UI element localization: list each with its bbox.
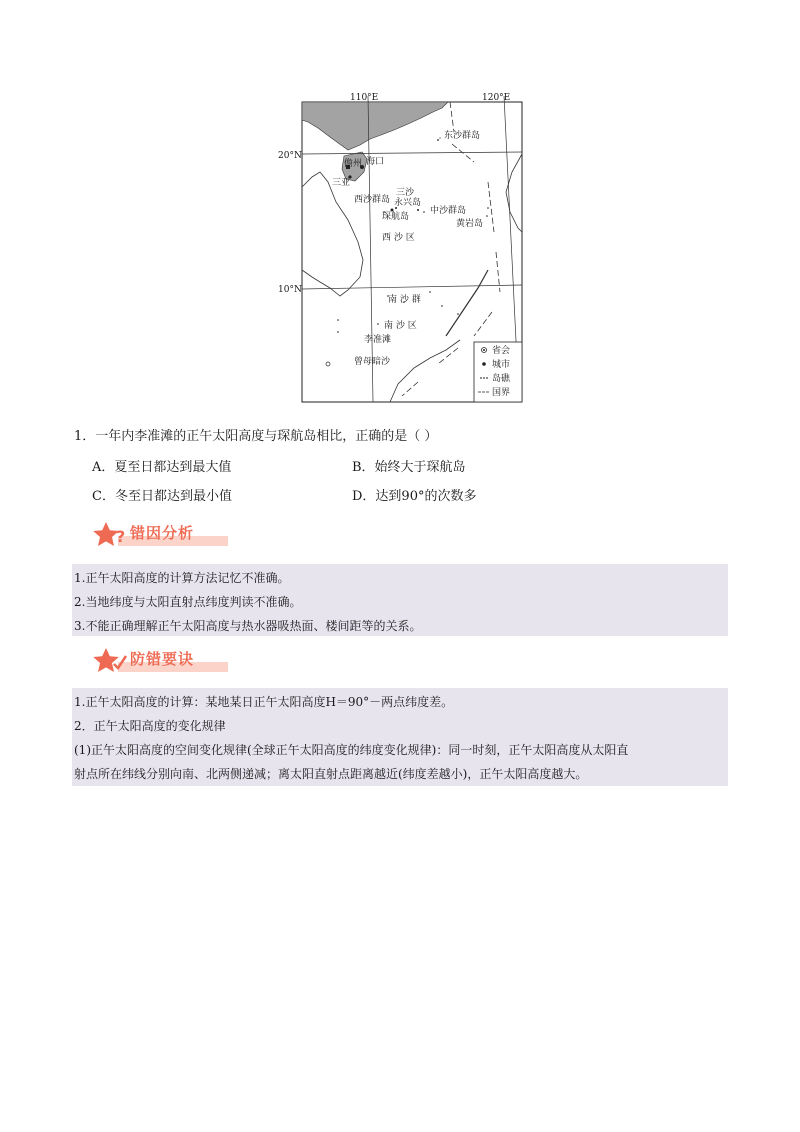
label-sanya: 三亚 [332, 178, 351, 188]
error-line-1: 1.正午太阳高度的计算方法记忆不准确。 [74, 571, 290, 585]
option-c: C．冬至日都达到最小值 [92, 489, 232, 504]
lat-label-10: 10°N [278, 285, 302, 295]
svg-text:岛礁: 岛礁 [492, 374, 511, 384]
option-b: B．始终大于琛航岛 [352, 460, 466, 475]
svg-text:省会: 省会 [492, 346, 511, 356]
tip-line-4: 射点所在纬线分别向南、北两侧递减；离太阳直射点距离越近(纬度差越小)，正午太阳高度越大。 [74, 767, 588, 781]
tips-box [72, 688, 728, 786]
section-tips-title: 防错要诀 [130, 650, 195, 668]
south-china-sea-map [278, 92, 528, 406]
svg-text:城市: 城市 [492, 360, 511, 370]
label-lizhuntan: 李准滩 [364, 335, 392, 345]
label-sansha: 三沙 [396, 188, 415, 198]
section-error-analysis-header [92, 520, 242, 550]
svg-text:?: ? [116, 527, 126, 546]
question-stem: 1．一年内李准滩的正午太阳高度与琛航岛相比，正确的是（ ） [74, 429, 438, 444]
section-error-analysis-title: 错因分析 [130, 524, 195, 542]
map-legend [474, 342, 522, 402]
label-huangyan: 黄岩岛 [456, 219, 484, 229]
star-check-icon [92, 646, 132, 676]
label-nansha-qu: 南 沙 区 [384, 321, 417, 331]
label-yongxing: 永兴岛 [394, 198, 422, 208]
lat-label-20: 20°N [278, 151, 302, 161]
label-danzhou: 儋州 [344, 159, 363, 169]
option-d: D．达到90°的次数多 [352, 489, 477, 504]
label-zhongsha: 中沙群岛 [430, 206, 467, 216]
tip-line-2: 2．正午太阳高度的变化规律 [74, 719, 226, 733]
tip-line-1: 1.正午太阳高度的计算：某地某日正午太阳高度H＝90°－两点纬度差。 [74, 695, 454, 709]
label-haikou: 海口 [366, 157, 385, 167]
label-nansha-qundao: 南 沙 群 [388, 295, 421, 305]
svg-text:国界: 国界 [492, 388, 511, 398]
error-line-2: 2.当地纬度与太阳直射点纬度判读不准确。 [74, 595, 302, 609]
lon-label-120: 120°E [482, 93, 511, 103]
label-xisha-qundao: 西沙群岛 [354, 195, 391, 205]
error-line-3: 3.不能正确理解正午太阳高度与热水器吸热面、楼间距等的关系。 [74, 619, 422, 633]
star-question-icon [92, 520, 132, 550]
label-dongsha: 东沙群岛 [444, 131, 481, 141]
label-zengmu: 曾母暗沙 [354, 357, 391, 367]
lon-label-110: 110°E [350, 93, 379, 103]
label-xisha-qu: 西 沙 区 [382, 233, 415, 243]
error-analysis-box [72, 564, 728, 636]
option-a: A．夏至日都达到最大值 [92, 460, 232, 475]
tip-line-3: (1)正午太阳高度的空间变化规律(全球正午太阳高度的纬度变化规律)：同一时刻，正午太阳高度从太阳直 [74, 743, 629, 757]
label-chenhang: 琛航岛 [382, 212, 410, 222]
section-tips-header [92, 646, 242, 676]
